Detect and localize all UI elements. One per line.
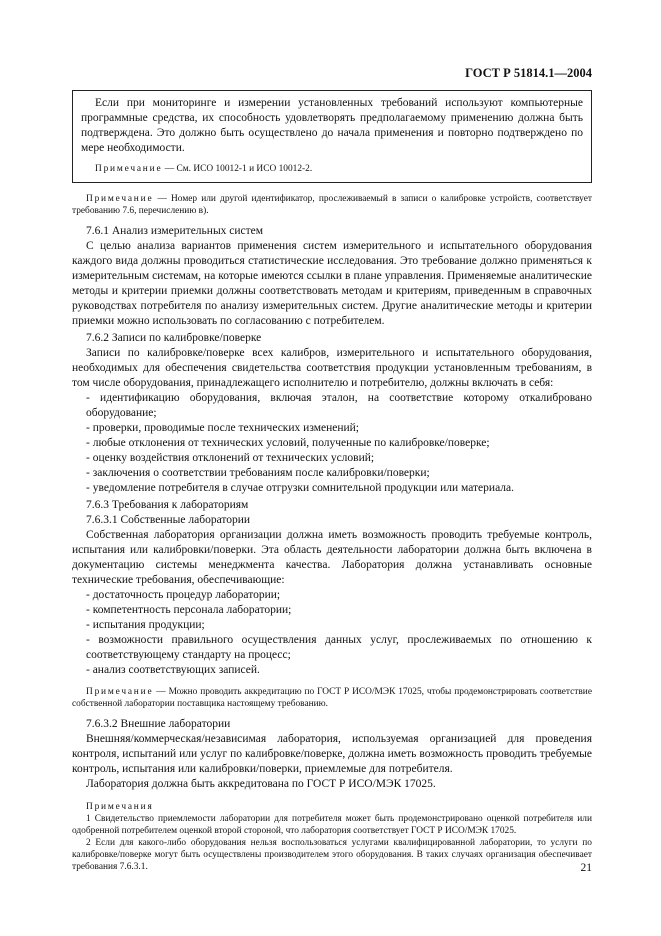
note-identifier bbox=[72, 193, 592, 217]
note-text: — См. ИСО 10012-1 и ИСО 10012-2. bbox=[162, 164, 313, 174]
section-text-7-6-1: С целью анализа вариантов применения систем измерительного и испытательного оборудования каждого вида должны проводиться статистические исследования. Это требование должно применяться к измерительным системам, на которые имеются ссылки в плане управления. Применяемые аналитические методы и критерии приемки должны соответствовать методам и критериям, приведенным в справочных руководствах потребителя по анализу измерительных систем. Другие аналитические методы и критерии приемки можно использовать по согласованию с потребителем. bbox=[72, 240, 592, 327]
page-content bbox=[72, 90, 592, 873]
page-number: 21 bbox=[580, 862, 592, 874]
note-label: Примечание bbox=[86, 194, 154, 204]
section-text-7-6-3-2: Внешняя/коммерческая/независимая лаборатория, используемая организацией для проведения контроля, испытаний или услуг по калибровке/поверке, должна иметь возможность проводить требуемые контроль, испытания или калибровки/поверки, приемлемые для потребителя. bbox=[72, 733, 592, 775]
boxed-text: Если при мониторинге и измерении установленных требований используют компьютерные программные средства, их способность удовлетворять предполагаемому применению должна быть подтверждена. Это должно быть осуществлено до начала применения и повторно подтверждено по мере необходимости. bbox=[81, 97, 583, 154]
list-item: - анализ соответствующих записей. bbox=[86, 664, 260, 676]
section-intro-7-6-2: Записи по калибровке/поверке всех калибров, измерительного и испытательного оборудования, необходимых для обеспечения свидетельства соответствия продукции установленным требованиям, в том числе оборудования, принадлежащего исполнителю и потребителю, должны включать в себя: bbox=[72, 347, 592, 389]
section-heading-7-6-1: 7.6.1 Анализ измерительных систем bbox=[86, 225, 264, 237]
note-text: — Номер или другой идентификатор, прослеживаемый в записи о калибровке устройств, соответствует требованию 7.6, перечислению в). bbox=[72, 194, 592, 216]
list-item: - идентификацию оборудования, включая эталон, на соответствие которому откалибровано оборудование; bbox=[86, 392, 592, 419]
list-item: - заключения о соответствии требованиям после калибровки/поверки; bbox=[86, 467, 430, 479]
section-text-7-6-3-2-accreditation: Лаборатория должна быть аккредитована по ГОСТ Р ИСО/МЭК 17025. bbox=[86, 778, 436, 790]
list-item: - проверки, проводимые после технических изменений; bbox=[86, 422, 360, 434]
note-label: Примечание bbox=[86, 687, 154, 697]
document-header: ГОСТ Р 51814.1—2004 bbox=[465, 66, 592, 80]
section-heading-7-6-3-2: 7.6.3.2 Внешние лаборатории bbox=[86, 718, 231, 730]
notes-heading bbox=[72, 801, 592, 813]
section-heading-7-6-2: 7.6.2 Записи по калибровке/поверке bbox=[86, 332, 262, 344]
note-item: 2 Если для какого-либо оборудования нельзя воспользоваться услугами квалифицированной лаборатории, то услуги по калибровке/поверке могут быть осуществлены производителем этого оборудования. В таких случаях организация обеспечивает требования 7.6.3.1. bbox=[72, 838, 592, 872]
section-heading-7-6-3: 7.6.3 Требования к лабораториям bbox=[86, 499, 249, 511]
note-label: Примечание bbox=[95, 164, 163, 174]
boxed-note bbox=[81, 163, 583, 175]
list-item: - испытания продукции; bbox=[86, 619, 205, 631]
list-item: - компетентность персонала лаборатории; bbox=[86, 604, 292, 616]
boxed-requirement bbox=[72, 90, 592, 183]
list-item: - достаточность процедур лаборатории; bbox=[86, 589, 281, 601]
section-heading-7-6-3-1: 7.6.3.1 Собственные лаборатории bbox=[86, 514, 251, 526]
note-text: — Можно проводить аккредитацию по ГОСТ Р ИСО/МЭК 17025, чтобы продемонстрировать соответствие собственной лаборатории поставщика настоящему требованию. bbox=[72, 687, 592, 709]
note-item: 1 Свидетельство приемлемости лаборатории для потребителя может быть продемонстрировано оценкой потребителя или одобренной потребителем оценкой второй стороной, что лаборатория соответствует ГОСТ Р ИСО/МЭК 17025. bbox=[72, 814, 592, 836]
note-accreditation bbox=[72, 686, 592, 710]
list-item: - возможности правильного осуществления данных услуг, прослеживаемых по отношению к соответствующему стандарту на процесс; bbox=[86, 634, 592, 661]
list-item: - уведомление потребителя в случае отгрузки сомнительной продукции или материала. bbox=[86, 482, 514, 494]
list-item: - любые отклонения от технических условий, полученные по калибровке/поверке; bbox=[86, 437, 490, 449]
notes-label: Примечания bbox=[86, 802, 154, 812]
section-intro-7-6-3-1: Собственная лаборатория организации должна иметь возможность проводить требуемые контроль, испытания или калибровки/поверки. Эта область деятельности лаборатории должна быть включена в документацию системы менеджмента качества. Лаборатория должна устанавливать основные технические требования, обеспечивающие: bbox=[72, 529, 592, 586]
list-item: - оценку воздействия отклонений от технических условий; bbox=[86, 452, 375, 464]
